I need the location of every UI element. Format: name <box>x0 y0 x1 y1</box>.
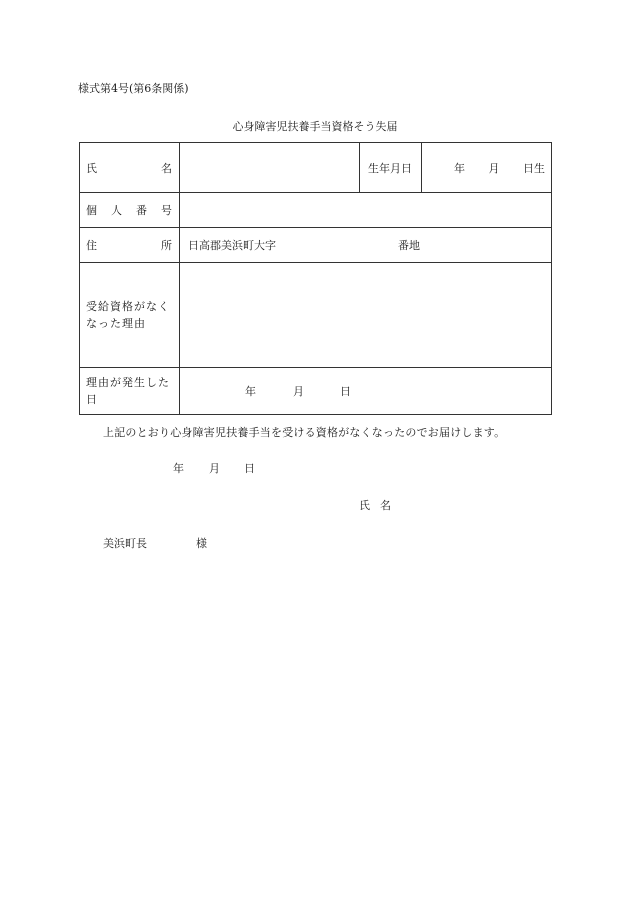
name-label: 氏 名 <box>80 143 180 193</box>
submission-day-label: 日 <box>244 462 255 475</box>
birth-month-label: 月 <box>488 161 500 175</box>
birthdate-input[interactable] <box>422 143 552 193</box>
reason-month-label: 月 <box>293 385 304 398</box>
address-banchi: 番地 <box>398 239 420 252</box>
mynumber-input[interactable] <box>180 193 552 228</box>
birth-year-label: 年 <box>454 161 465 175</box>
submission-year-label: 年 <box>173 462 184 475</box>
application-form-table <box>79 142 552 415</box>
reason-date-input[interactable] <box>180 368 552 415</box>
birth-day-label: 日生 <box>523 161 545 175</box>
name-row <box>80 143 552 193</box>
birthdate-label: 生年月日 <box>360 143 422 193</box>
reason-date-label: 理由が発生した日 <box>80 368 180 415</box>
reason-input[interactable] <box>180 263 552 368</box>
addressee-honorific: 様 <box>196 537 207 550</box>
signature-name-label: 氏名 <box>359 499 401 512</box>
reason-date-row <box>80 368 552 415</box>
mynumber-label: 個 人 番 号 <box>80 193 180 228</box>
reason-day-label: 日 <box>340 385 351 398</box>
reason-year-label: 年 <box>245 385 256 398</box>
name-input[interactable] <box>180 143 360 193</box>
mynumber-row <box>80 193 552 228</box>
address-input[interactable] <box>180 228 552 263</box>
address-label: 住 所 <box>80 228 180 263</box>
reason-row <box>80 263 552 368</box>
submission-month-label: 月 <box>209 462 220 475</box>
address-row <box>80 228 552 263</box>
reason-label: 受給資格がなくなった理由 <box>80 263 180 368</box>
addressee-title: 美浜町長 <box>103 537 147 550</box>
declaration-statement: 上記のとおり心身障害児扶養手当を受ける資格がなくなったのでお届けします。 <box>103 426 506 439</box>
form-title: 心身障害児扶養手当資格そう失届 <box>232 120 398 133</box>
address-prefix: 日高郡美浜町大字 <box>188 239 276 252</box>
form-number: 様式第4号(第6条関係) <box>78 82 189 95</box>
